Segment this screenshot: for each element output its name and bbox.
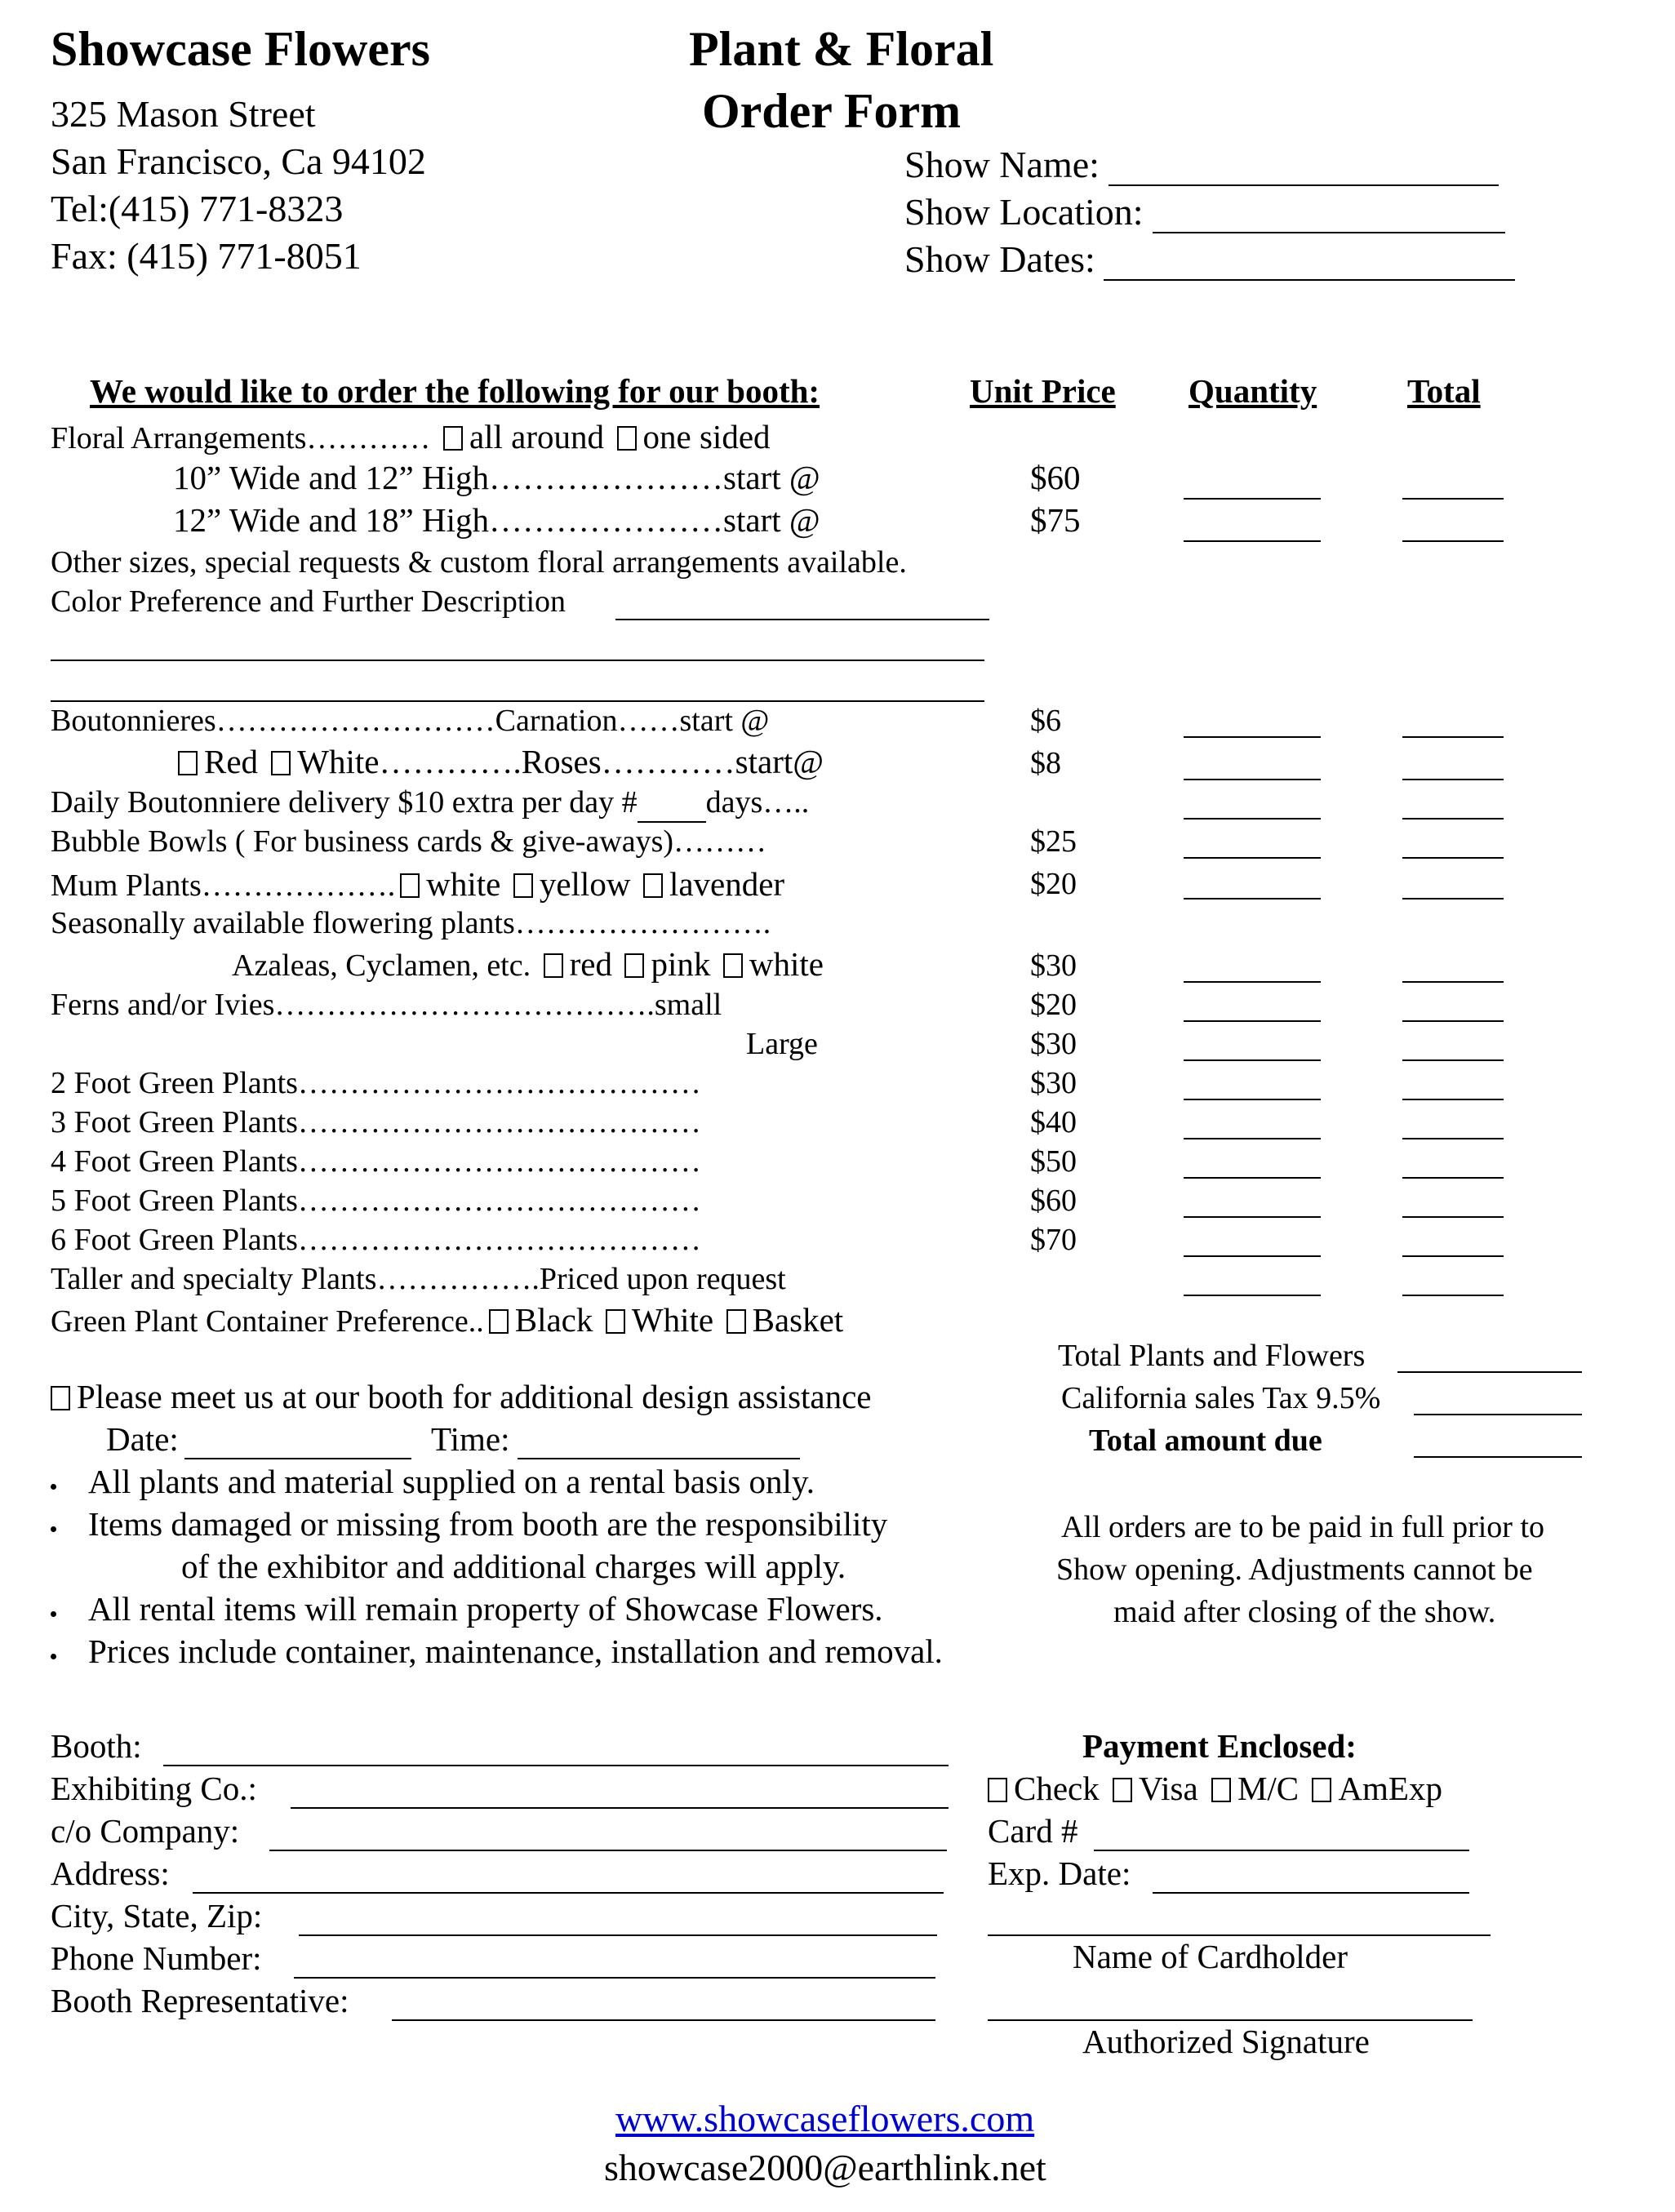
exp-date-label: Exp. Date:: [988, 1854, 1131, 1892]
total-field[interactable]: [1402, 1020, 1504, 1022]
amex-label: AmExp: [1338, 1770, 1442, 1807]
show-name-label: Show Name:: [904, 144, 1100, 185]
total-field[interactable]: [1402, 498, 1504, 500]
booth-label: Booth:: [51, 1727, 142, 1765]
seasonal-plants-label: Seasonally available flowering plants…………………….: [51, 906, 771, 940]
green-3ft-label: 3 Foot Green Plants…………………………………: [51, 1105, 701, 1139]
mum-yellow-checkbox[interactable]: [513, 873, 533, 898]
bullet-damaged-cont: of the exhibitor and additional charges will apply.: [181, 1548, 846, 1585]
website-link[interactable]: www.showcaseflowers.com: [615, 2098, 1035, 2139]
description-line-2[interactable]: [51, 700, 984, 702]
quantity-field[interactable]: [1184, 498, 1321, 500]
azaleas-label: Azaleas, Cyclamen, etc.: [232, 948, 531, 983]
total-field[interactable]: [1402, 1177, 1504, 1179]
floral-label: Floral Arrangements…………: [51, 421, 431, 455]
quantity-header: Quantity: [1188, 372, 1317, 410]
container-white-checkbox[interactable]: [606, 1309, 625, 1334]
card-number-label: Card #: [988, 1812, 1078, 1850]
mum-yellow-label: yellow: [539, 865, 631, 903]
total-field[interactable]: [1402, 1295, 1504, 1296]
bubble-bowls-label: Bubble Bowls ( For business cards & give-aways)………: [51, 824, 767, 859]
order-intro-heading: We would like to order the following for our booth:: [90, 372, 820, 410]
container-preference-row: [51, 1301, 843, 1340]
signature-label: Authorized Signature: [1082, 2023, 1370, 2060]
booth-field[interactable]: [163, 1765, 949, 1766]
check-label: Check: [1014, 1770, 1100, 1807]
check-checkbox[interactable]: [988, 1778, 1007, 1802]
company-street: 325 Mason Street: [51, 93, 316, 135]
quantity-field[interactable]: [1184, 1059, 1321, 1061]
mc-checkbox[interactable]: [1211, 1778, 1231, 1802]
container-label: Green Plant Container Preference..: [51, 1304, 484, 1339]
meet-checkbox[interactable]: [51, 1386, 70, 1410]
sales-tax-field[interactable]: [1414, 1414, 1582, 1415]
bullet-dot: [51, 1611, 56, 1617]
color-preference-field[interactable]: [615, 619, 989, 620]
quantity-field[interactable]: [1184, 736, 1321, 738]
quantity-field[interactable]: [1184, 1138, 1321, 1139]
booth-rep-field[interactable]: [392, 2019, 935, 2021]
show-name-field[interactable]: [1109, 184, 1499, 186]
cardholder-label: Name of Cardholder: [1073, 1938, 1348, 1975]
city-state-zip-field[interactable]: [299, 1934, 937, 1936]
floral-arrangements-row: [51, 418, 771, 457]
description-line-1[interactable]: [51, 660, 984, 661]
address-label: Address:: [51, 1854, 170, 1892]
mum-lavender-label: lavender: [669, 865, 785, 903]
total-field[interactable]: [1402, 736, 1504, 738]
total-field[interactable]: [1402, 857, 1504, 859]
exhibiting-co-label: Exhibiting Co.:: [51, 1770, 257, 1807]
total-field[interactable]: [1402, 1059, 1504, 1061]
mc-label: M/C: [1237, 1770, 1300, 1807]
total-field[interactable]: [1402, 818, 1504, 820]
quantity-field[interactable]: [1184, 818, 1321, 820]
daily-boutonniere-row: [51, 785, 809, 823]
azalea-pink-checkbox[interactable]: [624, 953, 644, 978]
ferns-large-label: Large: [746, 1027, 818, 1061]
mum-white-checkbox[interactable]: [400, 873, 420, 898]
address-field[interactable]: [193, 1892, 944, 1894]
total-field[interactable]: [1402, 1099, 1504, 1100]
daily-label: Daily Boutonniere delivery $10 extra per day #: [51, 785, 638, 820]
red-label: Red: [204, 743, 259, 780]
meet-label: Please meet us at our booth for additional design assistance: [77, 1378, 872, 1415]
total-field[interactable]: [1402, 1138, 1504, 1139]
quantity-field[interactable]: [1184, 1255, 1321, 1257]
green-4ft-label: 4 Foot Green Plants…………………………………: [51, 1144, 701, 1179]
azalea-pink-label: pink: [651, 945, 711, 983]
payment-methods-row: [988, 1770, 1442, 1808]
all-around-label: all around: [469, 418, 605, 455]
bubble-bowls-price: $25: [1030, 824, 1077, 859]
azalea-red-checkbox[interactable]: [544, 953, 563, 978]
one-sided-checkbox[interactable]: [617, 426, 637, 451]
booth-rep-label: Booth Representative:: [51, 1982, 349, 2019]
azaleas-row: [232, 945, 824, 984]
total-field[interactable]: [1402, 1216, 1504, 1218]
quantity-field[interactable]: [1184, 1099, 1321, 1100]
total-plants-label: Total Plants and Flowers: [1058, 1339, 1366, 1373]
visa-label: Visa: [1139, 1770, 1198, 1807]
azaleas-price: $30: [1030, 948, 1077, 983]
mum-plants-price: $20: [1030, 867, 1077, 901]
mum-plants-row: [51, 865, 784, 904]
co-company-field[interactable]: [269, 1850, 947, 1851]
card-number-field[interactable]: [1094, 1850, 1469, 1851]
ferns-small-price: $20: [1030, 988, 1077, 1022]
azalea-red-label: red: [569, 945, 612, 983]
azalea-white-checkbox[interactable]: [723, 953, 743, 978]
show-dates-label: Show Dates:: [904, 238, 1095, 280]
company-city: San Francisco, Ca 94102: [51, 140, 426, 182]
show-dates-field[interactable]: [1104, 279, 1515, 281]
mum-white-label: white: [426, 865, 501, 903]
quantity-field[interactable]: [1184, 898, 1321, 899]
black-label: Black: [514, 1301, 593, 1339]
floral-price-10x12: $60: [1030, 459, 1081, 496]
floral-price-12x18: $75: [1030, 501, 1081, 539]
red-checkbox[interactable]: [178, 751, 198, 775]
amex-checkbox[interactable]: [1312, 1778, 1331, 1802]
floral-size-10x12: 10” Wide and 12” High…………………start @: [173, 459, 820, 496]
bullet-rental: All plants and material supplied on a rental basis only.: [88, 1463, 815, 1500]
exhibiting-co-field[interactable]: [291, 1807, 949, 1809]
quantity-field[interactable]: [1184, 1020, 1321, 1022]
total-due-label: Total amount due: [1089, 1424, 1322, 1458]
email-address: showcase2000@earthlink.net: [604, 2147, 1046, 2188]
policy-line-3: maid after closing of the show.: [1113, 1595, 1496, 1629]
policy-line-1: All orders are to be paid in full prior to: [1061, 1510, 1545, 1544]
company-name: Showcase Flowers: [51, 22, 430, 76]
cardholder-field[interactable]: [988, 1934, 1491, 1936]
phone-number-label: Phone Number:: [51, 1939, 262, 1977]
days-label: days…..: [705, 785, 810, 820]
show-location-field[interactable]: [1153, 232, 1505, 233]
signature-field[interactable]: [988, 2019, 1473, 2021]
floral-size-12x18: 12” Wide and 18” High…………………start @: [173, 501, 820, 539]
container-white-label: White: [631, 1301, 714, 1339]
total-field[interactable]: [1402, 1255, 1504, 1257]
bullet-dot: [51, 1484, 56, 1490]
green-2ft-label: 2 Foot Green Plants…………………………………: [51, 1066, 701, 1100]
green-2ft-price: $30: [1030, 1066, 1077, 1100]
quantity-field[interactable]: [1184, 857, 1321, 859]
green-5ft-label: 5 Foot Green Plants…………………………………: [51, 1184, 701, 1218]
phone-number-field[interactable]: [294, 1977, 935, 1979]
quantity-field[interactable]: [1184, 540, 1321, 542]
total-plants-field[interactable]: [1397, 1371, 1582, 1373]
mum-label: Mum Plants……………….: [51, 868, 396, 903]
quantity-field[interactable]: [1184, 1295, 1321, 1296]
company-fax: Fax: (415) 771-8051: [51, 235, 362, 277]
all-around-checkbox[interactable]: [443, 426, 463, 451]
white-checkbox[interactable]: [271, 751, 291, 775]
total-field[interactable]: [1402, 540, 1504, 542]
total-due-field[interactable]: [1414, 1456, 1582, 1458]
total-field[interactable]: [1402, 779, 1504, 780]
policy-line-2: Show opening. Adjustments cannot be: [1056, 1552, 1533, 1587]
bullet-prices: Prices include container, maintenance, installation and removal.: [88, 1632, 943, 1670]
boutonniere-roses-row: [173, 743, 824, 781]
color-preference-label: Color Preference and Further Description: [51, 584, 566, 619]
green-5ft-price: $60: [1030, 1184, 1077, 1218]
co-company-label: c/o Company:: [51, 1812, 240, 1850]
boutonniere-carnation-price: $6: [1030, 704, 1061, 738]
green-4ft-price: $50: [1030, 1144, 1077, 1179]
ferns-small-label: Ferns and/or Ivies……………………………….small: [51, 988, 722, 1022]
one-sided-label: one sided: [642, 418, 771, 455]
total-header: Total: [1407, 372, 1481, 410]
taller-plants-label: Taller and specialty Plants…………….Priced upon request: [51, 1262, 786, 1296]
basket-label: Basket: [752, 1301, 844, 1339]
exp-date-field[interactable]: [1153, 1892, 1469, 1894]
days-field[interactable]: [638, 785, 706, 823]
quantity-field[interactable]: [1184, 981, 1321, 983]
company-tel: Tel:(415) 771-8323: [51, 188, 344, 229]
mum-lavender-checkbox[interactable]: [643, 873, 663, 898]
green-3ft-price: $40: [1030, 1105, 1077, 1139]
green-6ft-price: $70: [1030, 1223, 1077, 1257]
bullet-damaged: Items damaged or missing from booth are the responsibility: [88, 1505, 888, 1543]
boutonniere-carnation-label: Boutonnieres………………………Carnation……start @: [51, 704, 770, 738]
floral-other-note: Other sizes, special requests & custom floral arrangements available.: [51, 545, 907, 580]
meet-row: [51, 1378, 872, 1416]
roses-label: White………….Roses…………start@: [297, 743, 824, 780]
bullet-property: All rental items will remain property of Showcase Flowers.: [88, 1590, 883, 1628]
meet-time-label: Time:: [431, 1420, 510, 1458]
form-title-line1: Plant & Floral: [689, 22, 994, 76]
boutonniere-roses-price: $8: [1030, 746, 1061, 780]
basket-checkbox[interactable]: [726, 1309, 746, 1334]
azalea-white-label: white: [749, 945, 824, 983]
green-6ft-label: 6 Foot Green Plants…………………………………: [51, 1223, 701, 1257]
form-title-line2: Order Form: [702, 84, 962, 138]
total-field[interactable]: [1402, 981, 1504, 983]
unit-price-header: Unit Price: [970, 372, 1116, 410]
total-field[interactable]: [1402, 898, 1504, 899]
visa-checkbox[interactable]: [1113, 1778, 1132, 1802]
quantity-field[interactable]: [1184, 1216, 1321, 1218]
show-location-label: Show Location:: [904, 191, 1144, 233]
city-state-zip-label: City, State, Zip:: [51, 1897, 263, 1934]
bullet-dot: [51, 1526, 56, 1532]
payment-title: Payment Enclosed:: [1082, 1727, 1357, 1765]
black-checkbox[interactable]: [489, 1309, 509, 1334]
meet-time-field[interactable]: [518, 1458, 800, 1459]
meet-date-label: Date:: [106, 1420, 179, 1458]
quantity-field[interactable]: [1184, 779, 1321, 780]
quantity-field[interactable]: [1184, 1177, 1321, 1179]
ferns-large-price: $30: [1030, 1027, 1077, 1061]
meet-date-field[interactable]: [184, 1458, 411, 1459]
bullet-dot: [51, 1654, 56, 1659]
sales-tax-label: California sales Tax 9.5%: [1061, 1381, 1381, 1415]
